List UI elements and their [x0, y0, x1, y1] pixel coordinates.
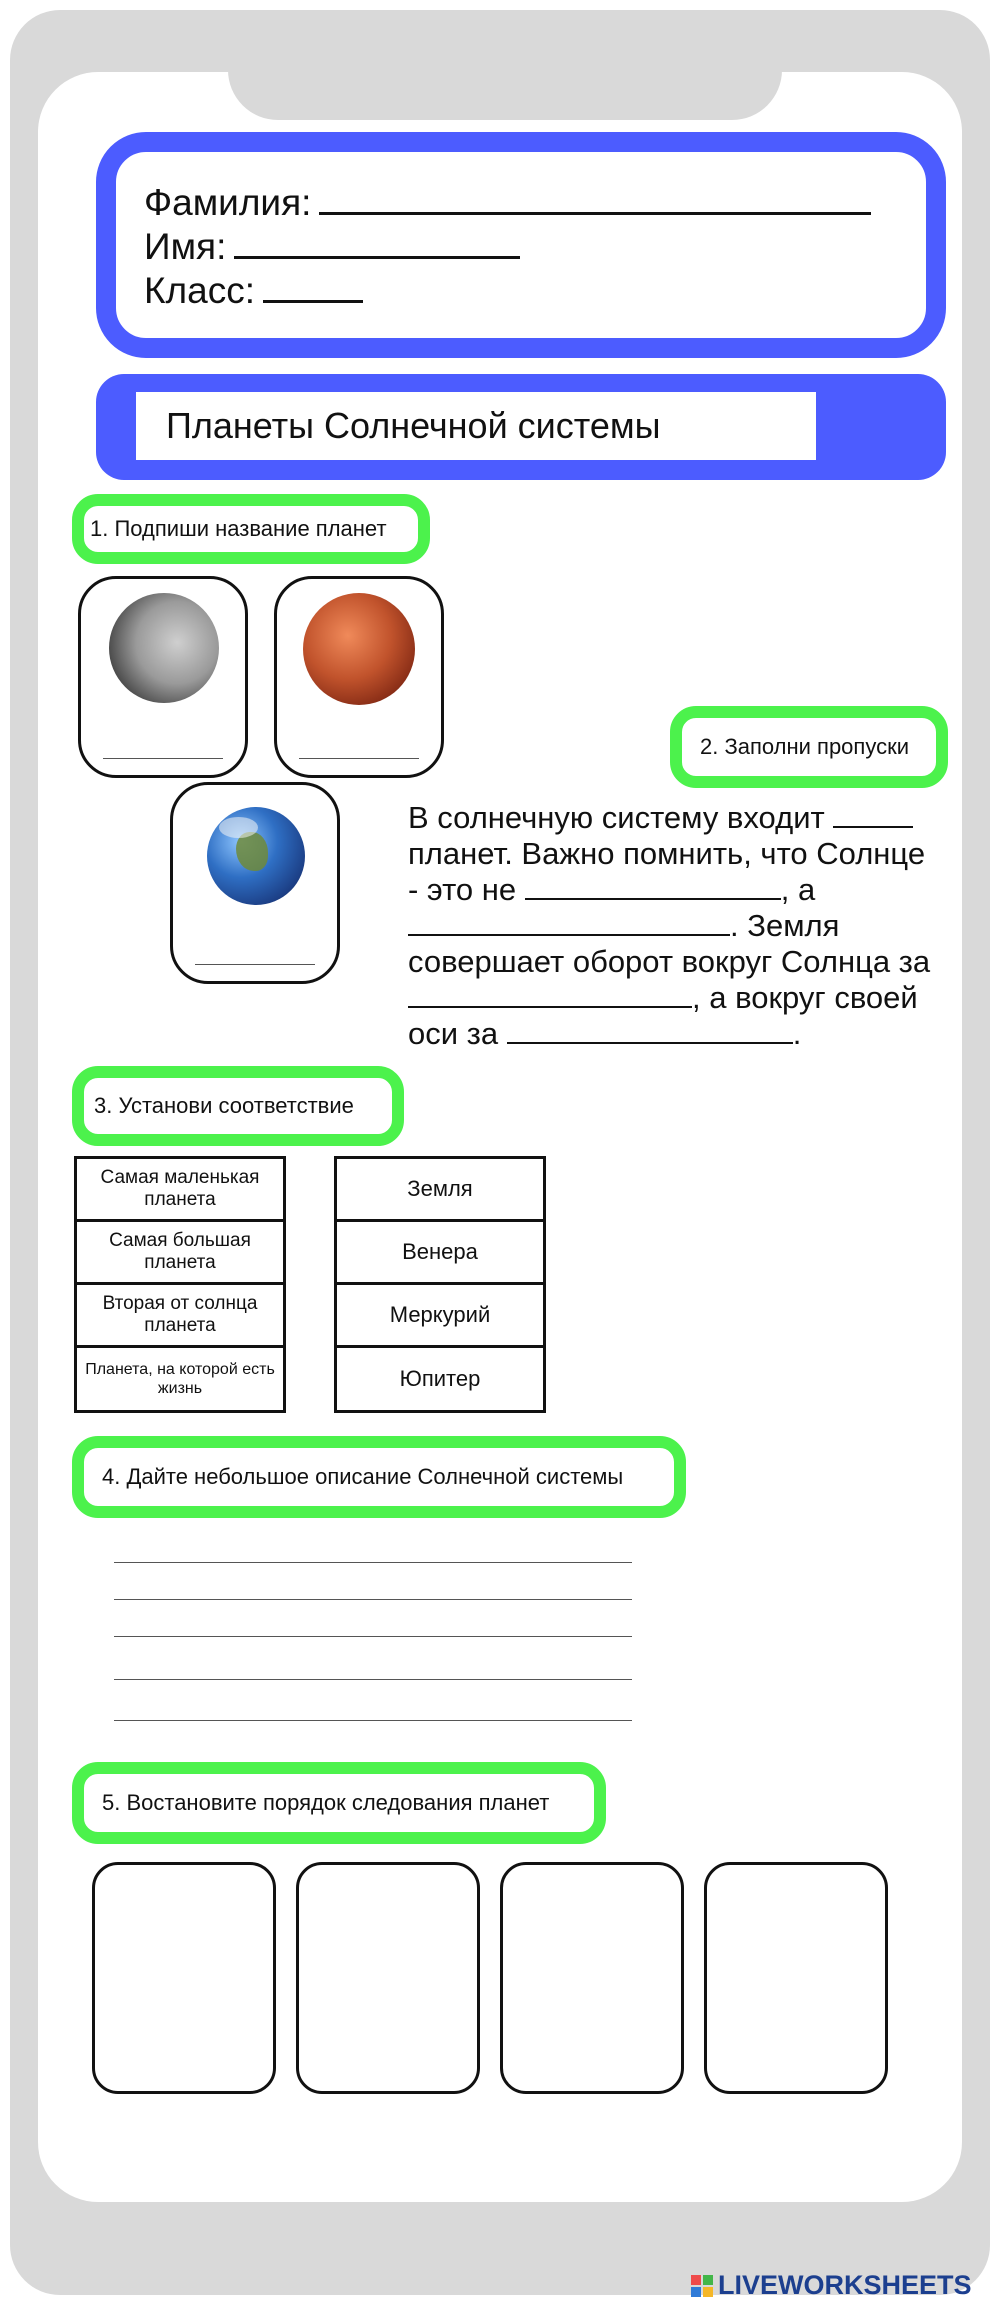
device-notch	[228, 40, 782, 120]
match-left-1[interactable]: Самая маленькая планета	[74, 1156, 286, 1222]
fill-gap-3[interactable]	[408, 908, 730, 936]
order-slot-3[interactable]	[500, 1862, 684, 2094]
fill-gap-2[interactable]	[525, 872, 781, 900]
surname-row	[144, 180, 871, 226]
fill-in-paragraph	[408, 800, 968, 1052]
planet-card-earth	[170, 782, 340, 984]
description-line[interactable]	[114, 1599, 632, 1600]
page-title: Планеты Солнечной системы	[136, 392, 816, 460]
order-slot-2[interactable]	[296, 1862, 480, 2094]
planet-answer-line[interactable]	[299, 758, 419, 759]
fill-gap-1[interactable]	[833, 800, 913, 828]
description-line[interactable]	[114, 1720, 632, 1721]
class-field[interactable]	[263, 270, 363, 303]
task-4-label: 4. Дайте небольшое описание Солнечной системы	[72, 1436, 686, 1518]
fill-line-7: оси за .	[408, 1016, 802, 1051]
fill-line-2: планет. Важно помнить, что Солнце	[408, 836, 926, 871]
name-label: Имя:	[144, 226, 227, 267]
fill-line-6: , а вокруг своей	[408, 980, 968, 1016]
planet-answer-line[interactable]	[195, 964, 315, 965]
brand-text: LIVEWORKSHEETS	[718, 2270, 972, 2300]
fill-gap-4[interactable]	[408, 980, 692, 1008]
match-right-4[interactable]: Юпитер	[334, 1345, 546, 1413]
task-5-label: 5. Востановите порядок следования планет	[72, 1762, 606, 1844]
match-left-4[interactable]: Планета, на которой есть жизнь	[74, 1345, 286, 1413]
match-right-2[interactable]: Венера	[334, 1219, 546, 1285]
task-1-label: 1. Подпиши название планет	[72, 494, 430, 564]
name-row	[144, 224, 520, 270]
task-2-label: 2. Заполни пропуски	[670, 706, 948, 788]
task-3-label: 3. Установи соответствие	[72, 1066, 404, 1146]
order-slot-4[interactable]	[704, 1862, 888, 2094]
surname-label: Фамилия:	[144, 182, 312, 223]
fill-line-5: совершает оборот вокруг Солнца за	[408, 944, 931, 979]
match-right-1[interactable]: Земля	[334, 1156, 546, 1222]
planet-answer-line[interactable]	[103, 758, 223, 759]
fill-line-4: . Земля	[408, 908, 968, 944]
class-label: Класс:	[144, 270, 255, 311]
liveworksheets-logo	[690, 2270, 972, 2301]
order-slot-1[interactable]	[92, 1862, 276, 2094]
description-line[interactable]	[114, 1562, 632, 1563]
match-left-2[interactable]: Самая большая планета	[74, 1219, 286, 1285]
fill-line-3: - это не , а	[408, 872, 816, 907]
mercury-image	[109, 593, 219, 703]
liveworksheets-logo-icon	[690, 2274, 714, 2298]
description-line[interactable]	[114, 1679, 632, 1680]
planet-card-mercury	[78, 576, 248, 778]
match-left-3[interactable]: Вторая от солнца планета	[74, 1282, 286, 1348]
name-field[interactable]	[234, 226, 520, 259]
fill-gap-5[interactable]	[507, 1016, 793, 1044]
surname-field[interactable]	[319, 182, 871, 215]
planet-card-mars	[274, 576, 444, 778]
earth-image	[207, 807, 305, 905]
fill-line-1: В солнечную систему входит	[408, 800, 968, 836]
class-row	[144, 268, 363, 314]
mars-image	[303, 593, 415, 705]
match-right-3[interactable]: Меркурий	[334, 1282, 546, 1348]
description-line[interactable]	[114, 1636, 632, 1637]
